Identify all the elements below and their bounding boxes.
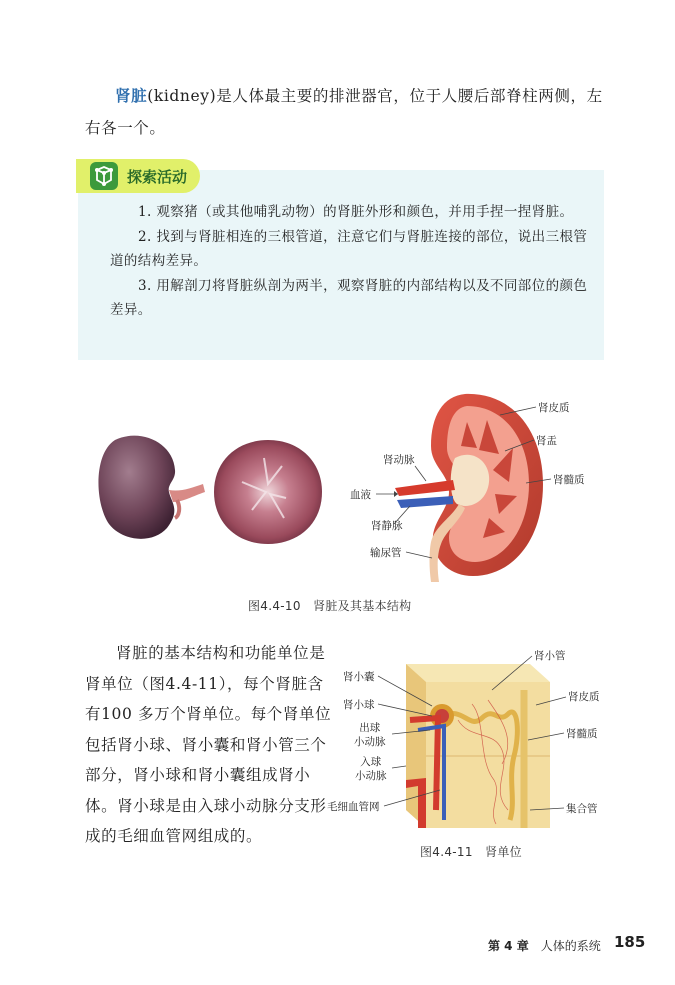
chapter-number: 第 4 章 [488,939,529,953]
label-vein: 肾静脉 [371,520,403,532]
label-nephron-cortex: 肾皮质 [568,691,600,703]
label-tubule: 肾小管 [534,650,566,662]
label-nephron-medulla: 肾髓质 [566,728,598,740]
label-afferent: 入球 小动脉 [355,756,387,782]
activity-step: 3. 用解剖刀将肾脏纵剖为两半，观察肾脏的内部结构以及不同部位的颜色差异。 [110,277,588,318]
activity-title: 探索活动 [127,168,188,186]
label-efferent: 出球 小动脉 [354,722,386,748]
kidney-term-en: (kidney) [147,87,217,105]
body-paragraph: 肾脏的基本结构和功能单位是肾单位（图4.4-11），每个肾脏含有100 多万个肾单位。每个肾单位包括肾小球、肾小囊和肾小管三个部分，肾小球和肾小囊组成肾小体。肾小球是由入球小动脉分支形成的毛细血管网组成的。 [85,644,332,845]
footer-chapter [488,937,601,954]
figure2-caption: 图4.4-11 肾单位 [420,845,522,859]
label-collecting: 集合管 [566,803,598,815]
label-blood: 血液 [350,489,371,501]
label-capsule: 肾小囊 [343,671,375,683]
activity-step: 2. 找到与肾脏相连的三根管道，注意它们与肾脏连接的部位，说出三根管道的结构差异。 [110,228,588,269]
chapter-title: 人体的系统 [540,939,601,953]
label-artery: 肾动脉 [383,454,415,466]
label-capillary: 毛细血管网 [327,801,380,813]
label-pelvis: 肾盂 [536,435,557,447]
intro-text: 是人体最主要的排泄器官，位于人腰后部脊柱两侧，左右各一个。 [85,87,603,137]
label-cortex: 肾皮质 [538,402,570,414]
kidney-term: 肾脏 [115,87,148,105]
label-medulla: 肾髓质 [553,474,585,486]
label-glomerulus: 肾小球 [343,699,375,711]
figure1-caption: 图4.4-10 肾脏及其基本结构 [248,599,412,613]
activity-step: 1. 观察猪（或其他哺乳动物）的肾脏外形和颜色，并用手捏一捏肾脏。 [138,204,574,220]
page-number: 185 [614,933,646,951]
label-ureter: 输尿管 [370,547,402,559]
